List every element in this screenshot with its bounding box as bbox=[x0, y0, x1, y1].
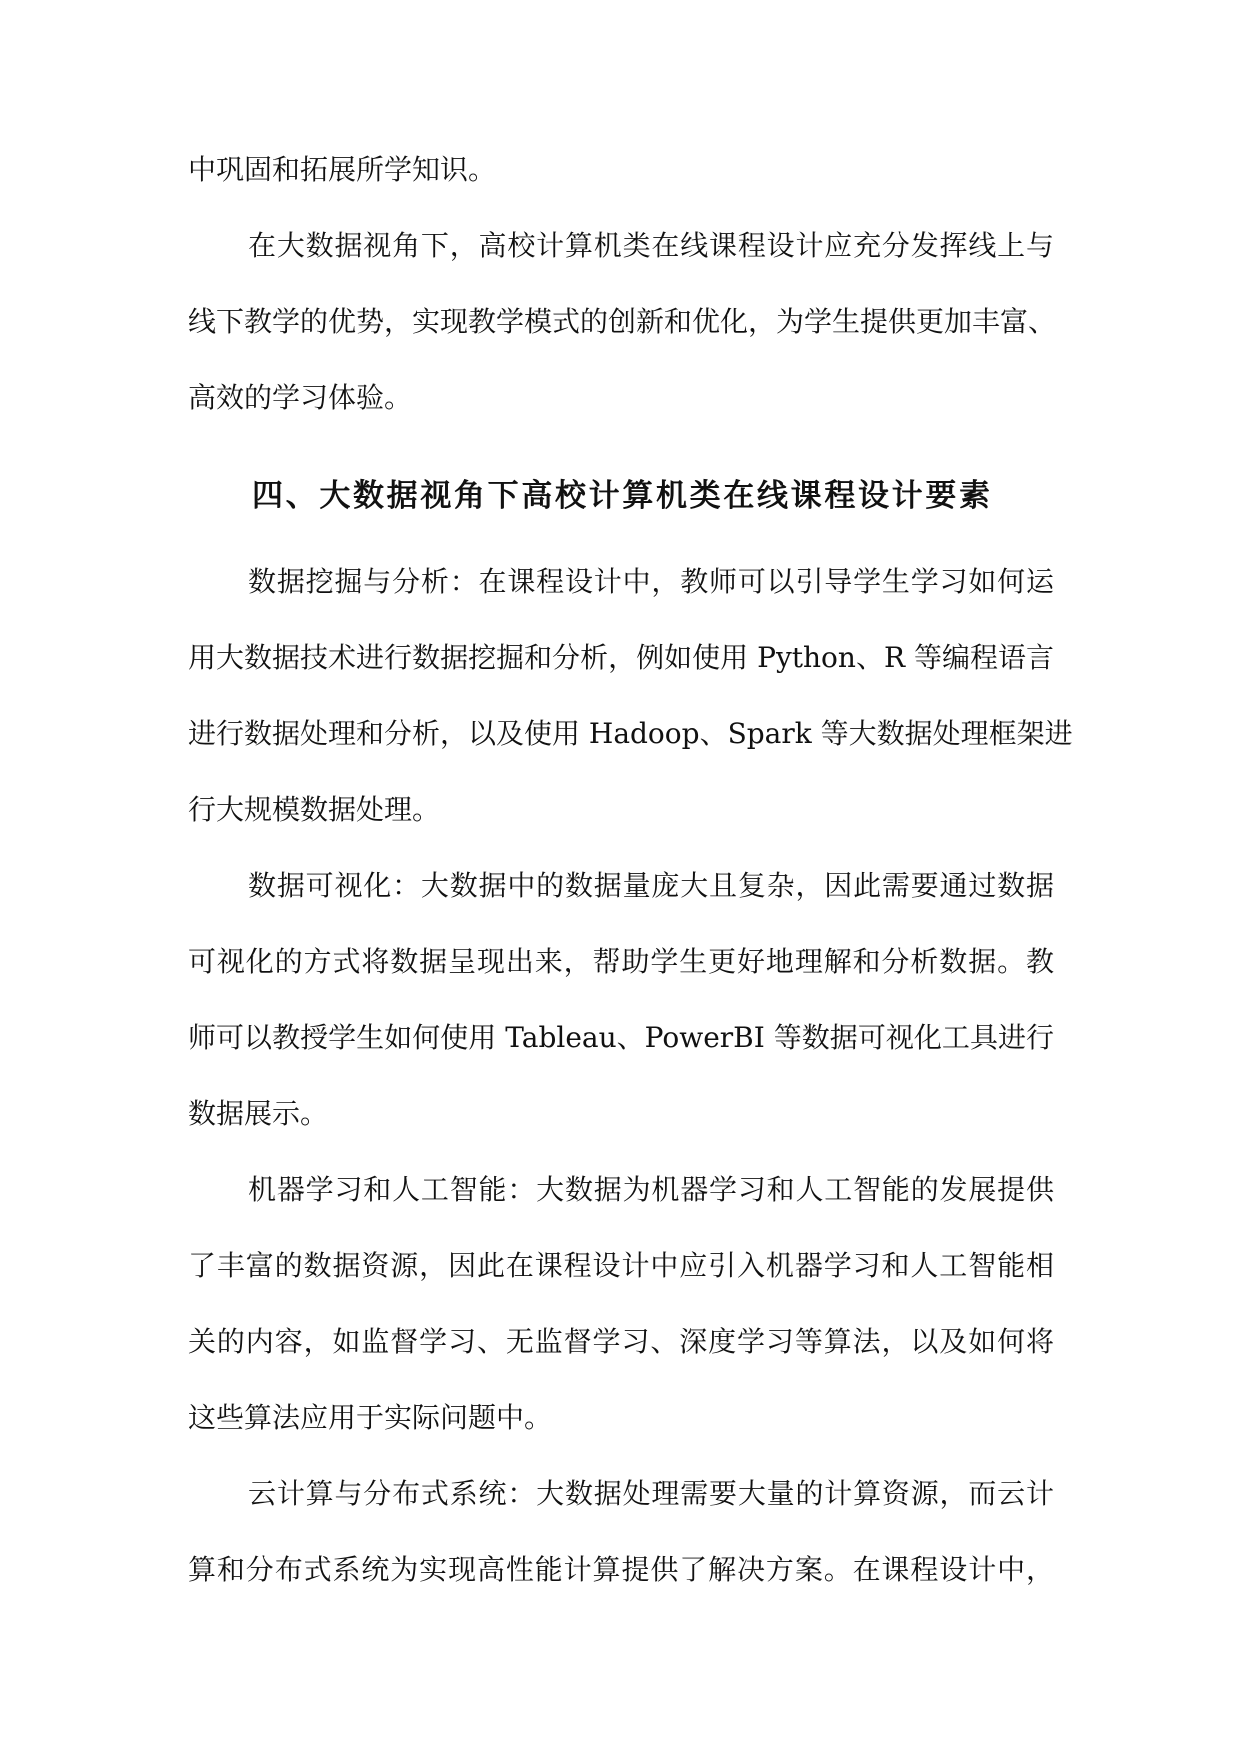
paragraph-line: 用大数据技术进行数据挖掘和分析，例如使用 Python、R 等编程语言 bbox=[188, 641, 1054, 674]
paragraph-line: 数据展示。 bbox=[188, 1097, 329, 1130]
paragraph-line: 数据挖掘与分析：在课程设计中，教师可以引导学生学习如何运 bbox=[248, 565, 1054, 598]
paragraph-line: 云计算与分布式系统：大数据处理需要大量的计算资源，而云计 bbox=[248, 1477, 1054, 1510]
paragraph-line: 行大规模数据处理。 bbox=[188, 793, 441, 826]
paragraph-line: 了丰富的数据资源，因此在课程设计中应引入机器学习和人工智能相 bbox=[188, 1249, 1054, 1282]
section-heading: 四、大数据视角下高校计算机类在线课程设计要素 bbox=[252, 478, 990, 514]
paragraph-line: 进行数据处理和分析，以及使用 Hadoop、Spark 等大数据处理框架进 bbox=[188, 717, 1073, 750]
paragraph-line: 高效的学习体验。 bbox=[188, 381, 413, 414]
paragraph-line: 机器学习和人工智能：大数据为机器学习和人工智能的发展提供 bbox=[248, 1173, 1054, 1206]
paragraph-line: 中巩固和拓展所学知识。 bbox=[188, 153, 497, 186]
paragraph-line: 数据可视化：大数据中的数据量庞大且复杂，因此需要通过数据 bbox=[248, 869, 1054, 902]
paragraph-line: 线下教学的优势，实现教学模式的创新和优化，为学生提供更加丰富、 bbox=[188, 305, 1057, 338]
paragraph-line: 这些算法应用于实际问题中。 bbox=[188, 1401, 553, 1434]
paragraph-line: 关的内容，如监督学习、无监督学习、深度学习等算法，以及如何将 bbox=[188, 1325, 1054, 1358]
paragraph-line: 师可以教授学生如何使用 Tableau、PowerBI 等数据可视化工具进行 bbox=[188, 1021, 1054, 1054]
paragraph-line: 在大数据视角下，高校计算机类在线课程设计应充分发挥线上与 bbox=[248, 229, 1054, 262]
paragraph-line: 算和分布式系统为实现高性能计算提供了解决方案。在课程设计中， bbox=[188, 1553, 1054, 1586]
paragraph-line: 可视化的方式将数据呈现出来，帮助学生更好地理解和分析数据。教 bbox=[188, 945, 1054, 978]
